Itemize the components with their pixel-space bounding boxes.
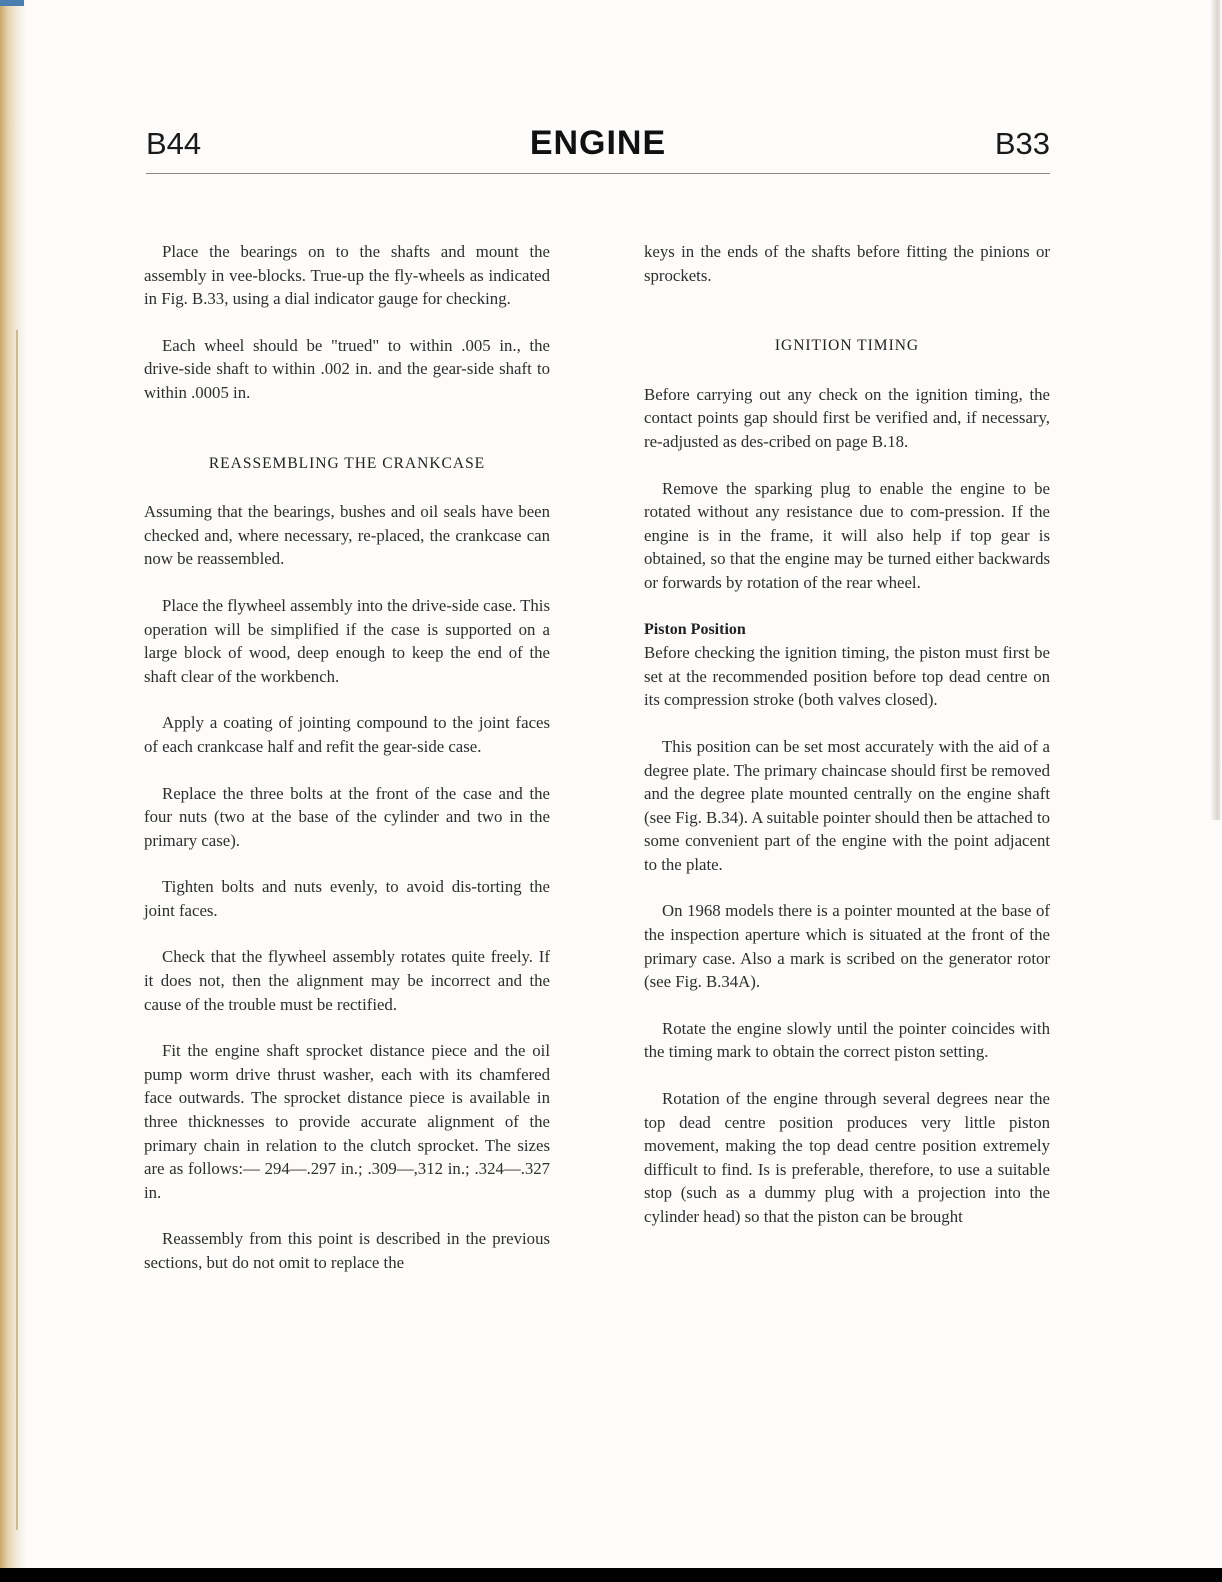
page-header [146,120,1050,170]
page-title: ENGINE [529,124,667,162]
paragraph: Tighten bolts and nuts evenly, to avoid dis-torting the joint faces. [144,877,550,920]
paragraph: Before carrying out any check on the ignition timing, the contact points gap should first be verified and, if necessary, re-adjusted as des-cribed on page B.18. [644,384,1050,451]
paragraph: Before checking the ignition timing, the piston must first be set at the recommended position before top dead centre on its compression stroke (both valves closed). [644,643,1050,710]
page-binding-edge [0,0,26,1582]
paragraph: Rotate the engine slowly until the pointer coincides with the timing mark to obtain the correct piston setting. [644,1018,1050,1062]
header-left-page-code: B44 [146,126,202,161]
scan-bottom-edge [0,1568,1222,1582]
page-right-edge [1210,0,1222,820]
paragraph: Remove the sparking plug to enable the engine to be rotated without any resistance due to com-pression. If the engine is in the frame, it will also help if top gear is obtained, so that the engine may be turned either backwards or forwards by rotation of the rear wheel. [644,478,1050,592]
right-column [644,240,1050,1252]
paragraph: Replace the three bolts at the front of the case and the four nuts (two at the base of the cylinder and two in the primary case). [144,783,550,850]
section-heading: IGNITION TIMING [774,337,920,355]
paragraph: Rotation of the engine through several degrees near the top dead centre position produces very little piston movement, making the top dead centre position extremely difficult to find. Is is preferable, therefore, to use a suitable stop (such as a dummy plug with a projection into the cylinder head) so that the piston can be brought [644,1089,1050,1226]
paragraph: keys in the ends of the shafts before fitting the pinions or sprockets. [644,242,1050,285]
subheading: Piston Position [644,620,746,638]
paragraph: Fit the engine shaft sprocket distance piece and the oil pump worm drive thrust washer, each with its chamfered face outwards. The sprocket distance piece is available in three thicknesses to provide accurate alignment of the primary chain in relation to the clutch sprocket. The sizes are as follows:— 294—.297 in.; .309—,312 in.; .324—.327 in. [144,1041,550,1202]
paragraph: Place the bearings on to the shafts and mount the assembly in vee-blocks. True-up the fly-wheels as indicated in Fig. B.33, using a dial indicator gauge for checking. [144,242,550,309]
header-right-page-code: B33 [994,126,1050,161]
paragraph: Reassembly from this point is described in the previous sections, but do not omit to replace the [144,1229,550,1272]
paragraph: This position can be set most accurately with the aid of a degree plate. The primary chaincase should first be removed and the degree plate mounted centrally on the engine shaft (see Fig. B.34). A suitable pointer should then be attached to some convenient part of the engine with the point adjacent to the plate. [644,736,1050,874]
paragraph: Each wheel should be "trued" to within .005 in., the drive-side shaft to within .002 in. and the gear-side shaft to within .0005 in. [144,335,550,402]
left-column [144,240,550,1298]
paragraph: Assuming that the bearings, bushes and oil seals have been checked and, where necessary, re-placed, the crankcase can now be reassembled. [144,502,550,569]
paragraph: Apply a coating of jointing compound to the joint faces of each crankcase half and refit the gear-side case. [144,713,550,756]
paragraph: Place the flywheel assembly into the drive-side case. This operation will be simplified if the case is supported on a large block of wood, deep enough to keep the end of the shaft clear of the workbench. [144,595,550,686]
header-rule [146,173,1050,174]
paragraph: Check that the flywheel assembly rotates quite freely. If it does not, then the alignment may be incorrect and the cause of the trouble must be rectified. [144,947,550,1014]
corner-mark [0,0,24,6]
section-heading: REASSEMBLING THE CRANKCASE [208,454,486,472]
binding-shadow-line [16,330,18,1530]
paragraph: On 1968 models there is a pointer mounted at the base of the inspection aperture which is situated at the front of the primary case. Also a mark is scribed on the generator rotor (see Fig. B.34A). [644,901,1050,992]
